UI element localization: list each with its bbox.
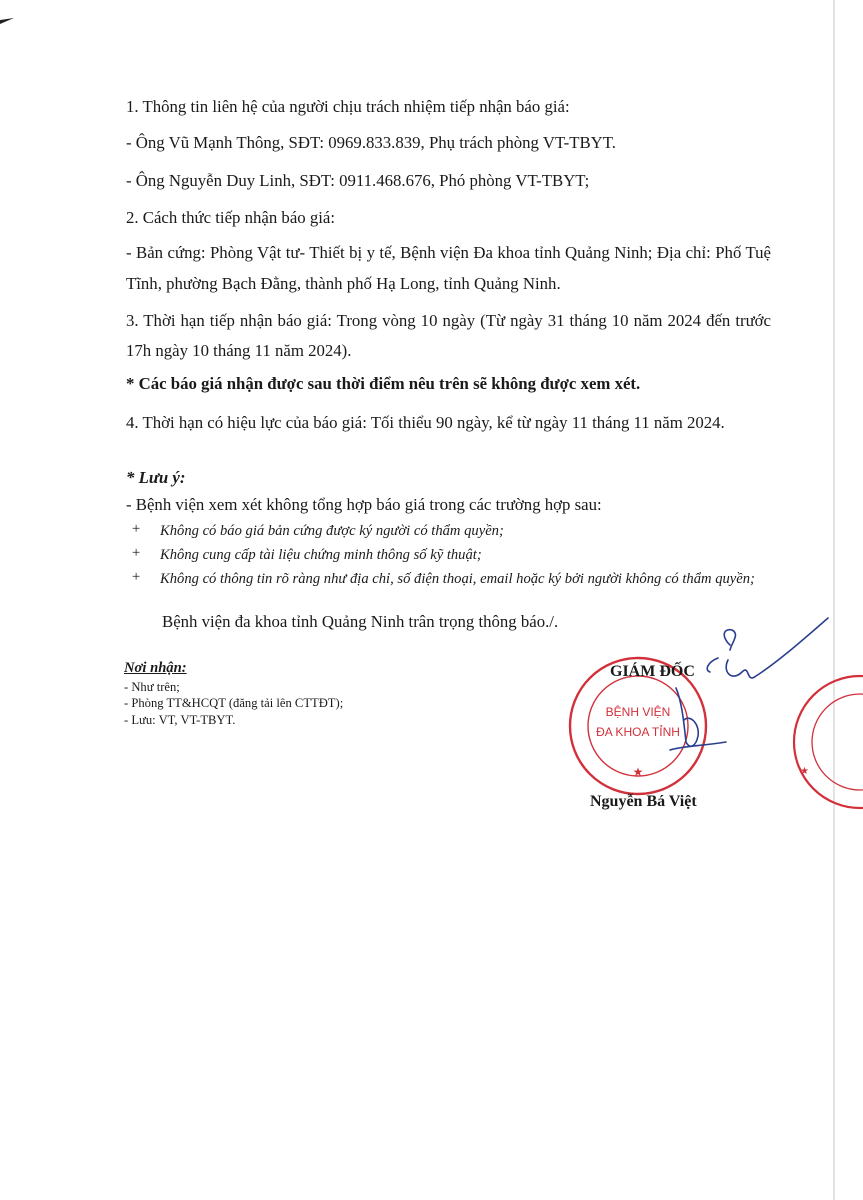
late-quote-warning: * Các báo giá nhận được sau thời điểm nêu trên sẽ không được xem xét. xyxy=(126,374,641,393)
list-item-text: Không có báo giá bản cứng được ký người có thẩm quyền; xyxy=(160,523,504,539)
deadline-text: 3. Thời hạn tiếp nhận báo giá: Trong vòng 10 ngày (Từ ngày 31 tháng 10 năm 2024 đến trước 17h ngày 10 tháng 11 năm 2024). xyxy=(126,311,771,360)
list-item-text: Không có thông tin rõ ràng như địa chỉ, số điện thoại, email hoặc ký bởi người không có thẩm quyền; xyxy=(160,571,755,587)
contact-person-1: - Ông Vũ Mạnh Thông, SĐT: 0969.833.839, Phụ trách phòng VT-TBYT. xyxy=(126,133,617,152)
svg-text:★: ★ xyxy=(632,765,644,779)
validity-text: 4. Thời hạn có hiệu lực của báo giá: Tối thiểu 90 ngày, kể từ ngày 11 tháng 11 năm 2024. xyxy=(126,413,725,432)
list-marker: + xyxy=(132,569,141,585)
closing-line: Bệnh viện đa khoa tỉnh Quảng Ninh trân trọng thông báo./. xyxy=(162,612,559,631)
recipients-block xyxy=(124,660,354,728)
note-heading: * Lưu ý: xyxy=(126,468,186,487)
contact-person-2: - Ông Nguyễn Duy Linh, SĐT: 0911.468.676, Phó phòng VT-TBYT; xyxy=(126,171,590,190)
list-item-text: Không cung cấp tài liệu chứng minh thông số kỹ thuật; xyxy=(160,547,482,563)
note-intro: - Bệnh viện xem xét không tổng hợp báo giá trong các trường hợp sau: xyxy=(126,495,602,514)
contact-heading: 1. Thông tin liên hệ của người chịu trách nhiệm tiếp nhận báo giá: xyxy=(126,97,570,116)
seal-line-1: BỆNH VIỆN xyxy=(605,705,671,719)
recipient-item: - Lưu: VT, VT-TBYT. xyxy=(124,712,236,727)
seal-line-2: ĐA KHOA TỈNH xyxy=(596,725,680,739)
list-marker: + xyxy=(132,545,141,561)
handwritten-signature xyxy=(600,610,840,760)
signer-name: Nguyễn Bá Việt xyxy=(590,793,697,810)
method-heading: 2. Cách thức tiếp nhận báo giá: xyxy=(126,208,336,227)
signer-title: GIÁM ĐỐC xyxy=(610,663,695,680)
scan-edge xyxy=(833,0,835,1200)
recipient-item: - Phòng TT&HCQT (đăng tải lên CTTĐT); xyxy=(124,696,344,710)
list-marker: + xyxy=(132,521,141,537)
recipient-item: - Như trên; xyxy=(124,679,180,694)
scan-corner-mark xyxy=(0,18,14,24)
svg-text:★: ★ xyxy=(800,766,809,777)
recipients-title: Nơi nhận: xyxy=(124,660,187,676)
method-text: - Bản cứng: Phòng Vật tư- Thiết bị y tế, Bệnh viện Đa khoa tỉnh Quảng Ninh; Địa chỉ: Phố Tuệ Tĩnh, phường Bạch Đằng, thành phố Hạ Long, tỉnh Quảng Ninh. xyxy=(126,243,771,293)
